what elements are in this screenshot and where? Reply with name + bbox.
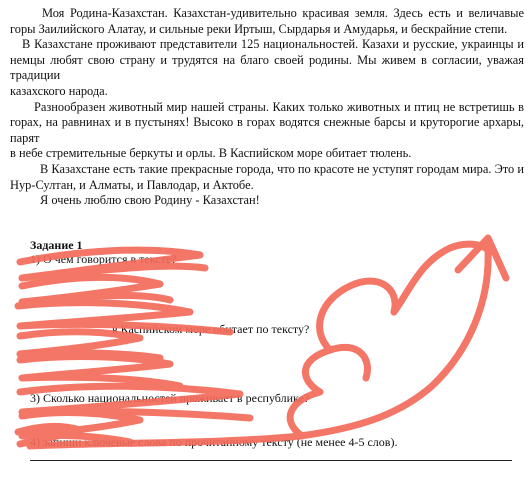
text-body bbox=[10, 6, 524, 209]
question-3: 3) Сколько национальностей проживает в республике? bbox=[30, 391, 310, 405]
paragraph-2: В Казахстане проживают представители 125 национальностей. Казахи и русские, украинцы и немцы любят свою страну и трудятся на благо своей родины. Мы живем в согласии, уважая традиции bbox=[10, 37, 524, 83]
question-4: 4) запиши ключевые слова по прочитанному тексту (не менее 4-5 слов). bbox=[30, 435, 398, 449]
scribble-strokes bbox=[18, 238, 506, 446]
task-title: Задание 1 bbox=[30, 238, 83, 252]
paragraph-2-end: казахского народа. bbox=[10, 83, 108, 98]
paragraph-3-end: в небе стремительные беркуты и орлы. В Каспийском море обитает тюлень. bbox=[10, 146, 412, 161]
paragraph-5: Я очень люблю свою Родину - Казахстан! bbox=[40, 193, 260, 208]
paragraph-1: Моя Родина-Казахстан. Казахстан-удивительно красивая земля. Здесь есть и величавые горы Заилийского Алатау, и сильные реки Иртыш, Сырдарья и Амударья, и бескрайние степи. bbox=[10, 6, 524, 36]
question-1: 1) О чем говорится в тексте? bbox=[30, 252, 177, 266]
question-2: в Каспийском море обитает по тексту? bbox=[112, 322, 310, 336]
bottom-rule bbox=[30, 460, 512, 461]
paragraph-3: Разнообразен животный мир нашей страны. Каких только животных и птиц не встретишь в горах, на равнинах и в пустынях! Высоко в горах водятся снежные барсы и круторогие архары, парят bbox=[10, 99, 524, 145]
paragraph-4: В Казахстане есть такие прекрасные города, что по красоте не уступят городам мира. Это и Нур-Султан, и Алматы, и Павлодар, и Актобе. bbox=[10, 161, 524, 192]
